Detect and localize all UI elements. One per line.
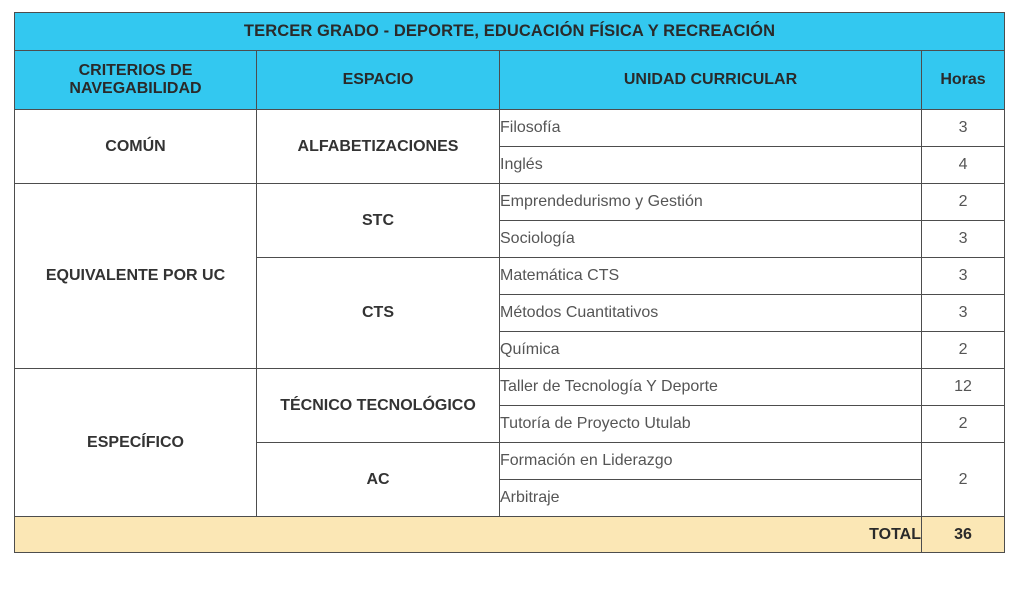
header-criterios-line1: CRITERIOS DE: [78, 62, 193, 79]
criterio-especifico: ESPECÍFICO: [15, 369, 257, 517]
horas-cell: 2: [922, 332, 1005, 369]
horas-cell: 3: [922, 295, 1005, 332]
criterio-equivalente: EQUIVALENTE POR UC: [15, 184, 257, 369]
header-unidad-curricular: UNIDAD CURRICULAR: [500, 51, 922, 110]
header-criterios: [15, 51, 257, 110]
unidad-curricular-cell: Emprendedurismo y Gestión: [500, 184, 922, 221]
horas-cell: 12: [922, 369, 1005, 406]
header-espacio: ESPACIO: [257, 51, 500, 110]
unidad-curricular-cell: Métodos Cuantitativos: [500, 295, 922, 332]
espacio-alfabetizaciones: ALFABETIZACIONES: [257, 110, 500, 184]
unidad-curricular-cell: Sociología: [500, 221, 922, 258]
table-row: [15, 110, 1005, 147]
horas-cell: 2: [922, 443, 1005, 517]
header-row: [15, 51, 1005, 110]
horas-cell: 3: [922, 221, 1005, 258]
unidad-curricular-cell: Matemática CTS: [500, 258, 922, 295]
criterio-comun: COMÚN: [15, 110, 257, 184]
unidad-curricular-cell: Inglés: [500, 147, 922, 184]
curriculum-table: [14, 12, 1005, 553]
table-title: TERCER GRADO - DEPORTE, EDUCACIÓN FÍSICA Y RECREACIÓN: [15, 13, 1005, 51]
unidad-curricular-cell: Arbitraje: [500, 480, 922, 517]
espacio-cts: CTS: [257, 258, 500, 369]
horas-cell: 4: [922, 147, 1005, 184]
unidad-curricular-cell: Tutoría de Proyecto Utulab: [500, 406, 922, 443]
table-row: [15, 369, 1005, 406]
horas-cell: 3: [922, 258, 1005, 295]
total-label: TOTAL: [15, 517, 922, 553]
espacio-tecnico-tecnologico: TÉCNICO TECNOLÓGICO: [257, 369, 500, 443]
unidad-curricular-cell: Formación en Liderazgo: [500, 443, 922, 480]
horas-cell: 3: [922, 110, 1005, 147]
header-horas: Horas: [922, 51, 1005, 110]
unidad-curricular-cell: Filosofía: [500, 110, 922, 147]
total-row: [15, 517, 1005, 553]
unidad-curricular-cell: Taller de Tecnología Y Deporte: [500, 369, 922, 406]
horas-cell: 2: [922, 406, 1005, 443]
unidad-curricular-cell: Química: [500, 332, 922, 369]
espacio-ac: AC: [257, 443, 500, 517]
total-value: 36: [922, 517, 1005, 553]
espacio-stc: STC: [257, 184, 500, 258]
header-criterios-line2: NAVEGABILIDAD: [69, 80, 202, 97]
table-row: [15, 184, 1005, 221]
horas-cell: 2: [922, 184, 1005, 221]
